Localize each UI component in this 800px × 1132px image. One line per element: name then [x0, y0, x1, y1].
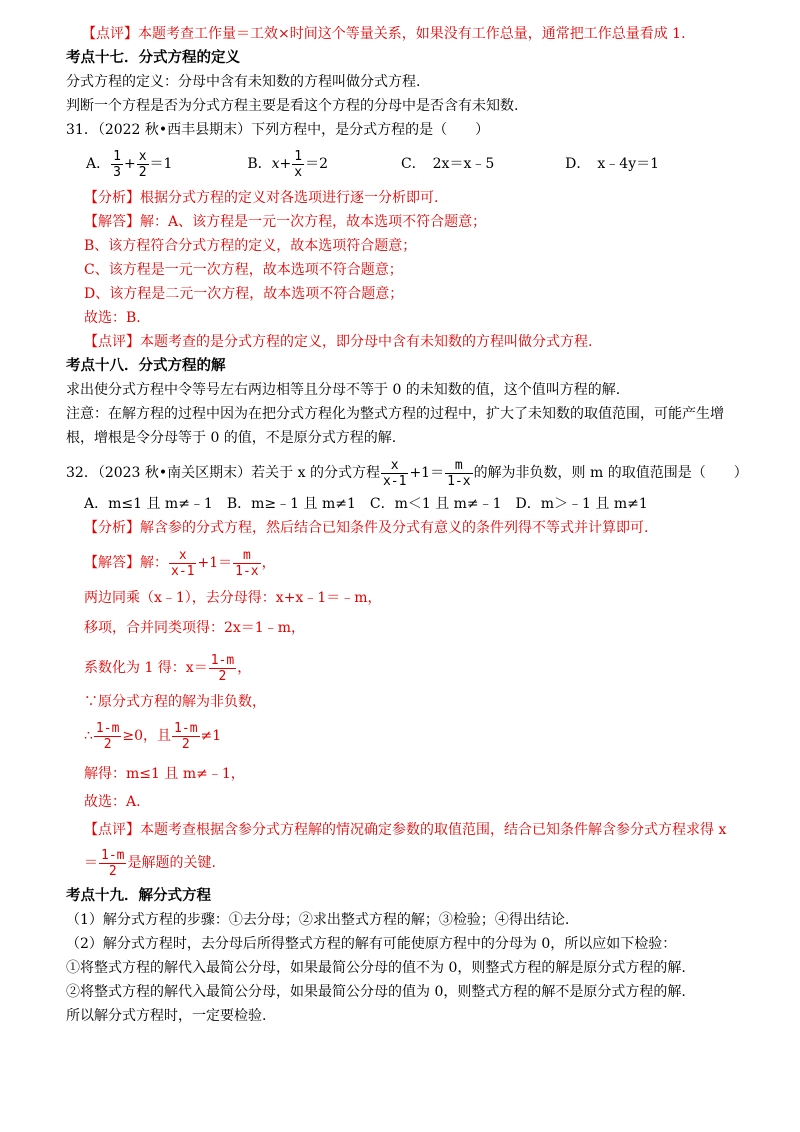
q32-comment-b: ＝ $\frac{1-m}{2}$ 是解题的关键. — [84, 847, 216, 879]
q32-step6: 解得：m≤1 且 m≠﹣1， — [84, 766, 245, 782]
q31-option-c: C． 2x＝x﹣5 — [400, 156, 495, 172]
q31-analysis: 【分析】根据分式方程的定义对各选项进行逐一分析即可. — [84, 190, 439, 206]
q31-stem: 31．（2022 秋•西丰县期末）下列方程中，是分式方程的是（ ） — [66, 122, 490, 138]
q31-option-b: B．x+ $\frac{1}{x}$ ＝2 — [247, 148, 329, 180]
q32-choice: 故选：A. — [84, 794, 141, 810]
q32-step1: 两边同乘（x﹣1），去分母得：x+x﹣1＝﹣m， — [84, 590, 382, 606]
fraction: $\frac{1-m}{2}$ — [210, 652, 235, 684]
fraction: $\frac{x}{x-1}$ — [171, 547, 195, 579]
top-comment: 【点评】本题考查工作量＝工效×时间这个等量关系，如果没有工作总量，通常把工作总量看成 1. — [82, 26, 686, 42]
kp17-definition: 分式方程的定义：分母中含有未知数的方程叫做分式方程. — [66, 74, 421, 90]
q32-comment-a: 【点评】本题考查根据含参分式方程解的情况确定参数的取值范围，结合已知条件解含参分式方程求得 x — [84, 822, 727, 838]
kp19-p1: （1）解分式方程的步骤：①去分母；②求出整式方程的解；③检验；④得出结论. — [66, 912, 570, 928]
fraction: $\frac{1}{3}$ — [113, 148, 121, 180]
kp18-p2b: 根，增根是令分母等于 0 的值，不是原分式方程的解. — [66, 430, 397, 446]
q31-answer-b: B、该方程符合分式方程的定义，故本选项符合题意； — [84, 238, 417, 254]
document-page — [66, 22, 756, 1028]
kp19-p4: ②将整式方程的解代入最简公分母，如果最简公分母的值为 0，则整式方程的解不是原分式方程的解. — [66, 984, 686, 1000]
fraction: $\frac{x}{2}$ — [138, 148, 147, 180]
q31-choice: 故选：B. — [84, 310, 141, 326]
q31-option-d: D． x﹣4y＝1 — [565, 156, 660, 172]
q31-options — [66, 142, 756, 186]
q32-step3: 系数化为 1 得：x＝ $\frac{1-m}{2}$ ， — [84, 652, 252, 684]
q32-options: A．m≤1 且 m≠﹣1 B．m≥﹣1 且 m≠1 C．m＜1 且 m≠﹣1 D．m＞﹣1 且 m≠1 — [84, 496, 648, 512]
q31-answer-d: D、该方程是二元一次方程，故本选项不符合题意； — [84, 286, 404, 302]
fraction: $\frac{1}{x}$ — [294, 148, 303, 180]
fraction: $\frac{1-m}{2}$ — [174, 720, 198, 752]
q32-step5: ∴ $\frac{1-m}{2}$ ≥0，且 $\frac{1-m}{2}$ ≠1 — [84, 720, 222, 752]
kp18-title: 考点十八．分式方程的解 — [66, 358, 226, 374]
kp19-title: 考点十九．解分式方程 — [66, 888, 211, 904]
q31-answer-a: 【解答】解：A、该方程是一元一次方程，故本选项不符合题意； — [84, 214, 487, 230]
q32-stem: 32．（2023 秋•南关区期末）若关于 x 的分式方程 $\frac{x}{x-1}$ +1＝ $\frac{m}{1-x}$ 的解为非负数，则 m 的取值范围是（ ） — [66, 457, 748, 489]
kp18-p1: 求出使分式方程中令等号左右两边相等且分母不等于 0 的未知数的值，这个值叫方程的解. — [66, 382, 621, 398]
q31-option-a: A． $\frac{1}{3}$ + $\frac{x}{2}$ ＝1 — [86, 148, 173, 180]
fraction: $\frac{x}{x-1}$ — [382, 457, 407, 489]
kp19-p3: ①将整式方程的解代入最简公分母，如果最简公分母的值不为 0，则整式方程的解是原分式方程的解. — [66, 960, 686, 976]
kp17-judge: 判断一个方程是否为分式方程主要是看这个方程的分母中是否含有未知数. — [66, 98, 519, 114]
q32-analysis: 【分析】解含参的分式方程，然后结合已知条件及分式有意义的条件列得不等式并计算即可. — [84, 520, 649, 536]
q31-comment: 【点评】本题考查的是分式方程的定义，即分母中含有未知数的方程叫做分式方程. — [84, 334, 593, 350]
q31-answer-c: C、该方程是一元一次方程，故本选项不符合题意； — [84, 262, 403, 278]
fraction: $\frac{m}{1-x}$ — [447, 457, 471, 489]
q32-step2: 移项，合并同类项得：2x＝1﹣m， — [84, 620, 305, 636]
fraction: $\frac{m}{1-x}$ — [235, 547, 259, 579]
fraction: $\frac{1-m}{2}$ — [95, 720, 120, 752]
kp19-p2: （2）解分式方程时，去分母后所得整式方程的解有可能使原方程中的分母为 0，所以应如下检验： — [66, 936, 677, 952]
q32-step4: ∵原分式方程的解为非负数， — [84, 694, 266, 710]
fraction: $\frac{1-m}{2}$ — [101, 847, 125, 879]
kp17-title: 考点十七．分式方程的定义 — [66, 50, 240, 66]
kp19-p5: 所以解分式方程时，一定要检验. — [66, 1008, 267, 1024]
kp18-p2a: 注意：在解方程的过程中因为在把分式方程化为整式方程的过程中，扩大了未知数的取值范围，可能产生增 — [66, 406, 724, 422]
q32-answer-head: 【解答】解： $\frac{x}{x-1}$ +1＝ $\frac{m}{1-x}$ ， — [84, 547, 276, 579]
